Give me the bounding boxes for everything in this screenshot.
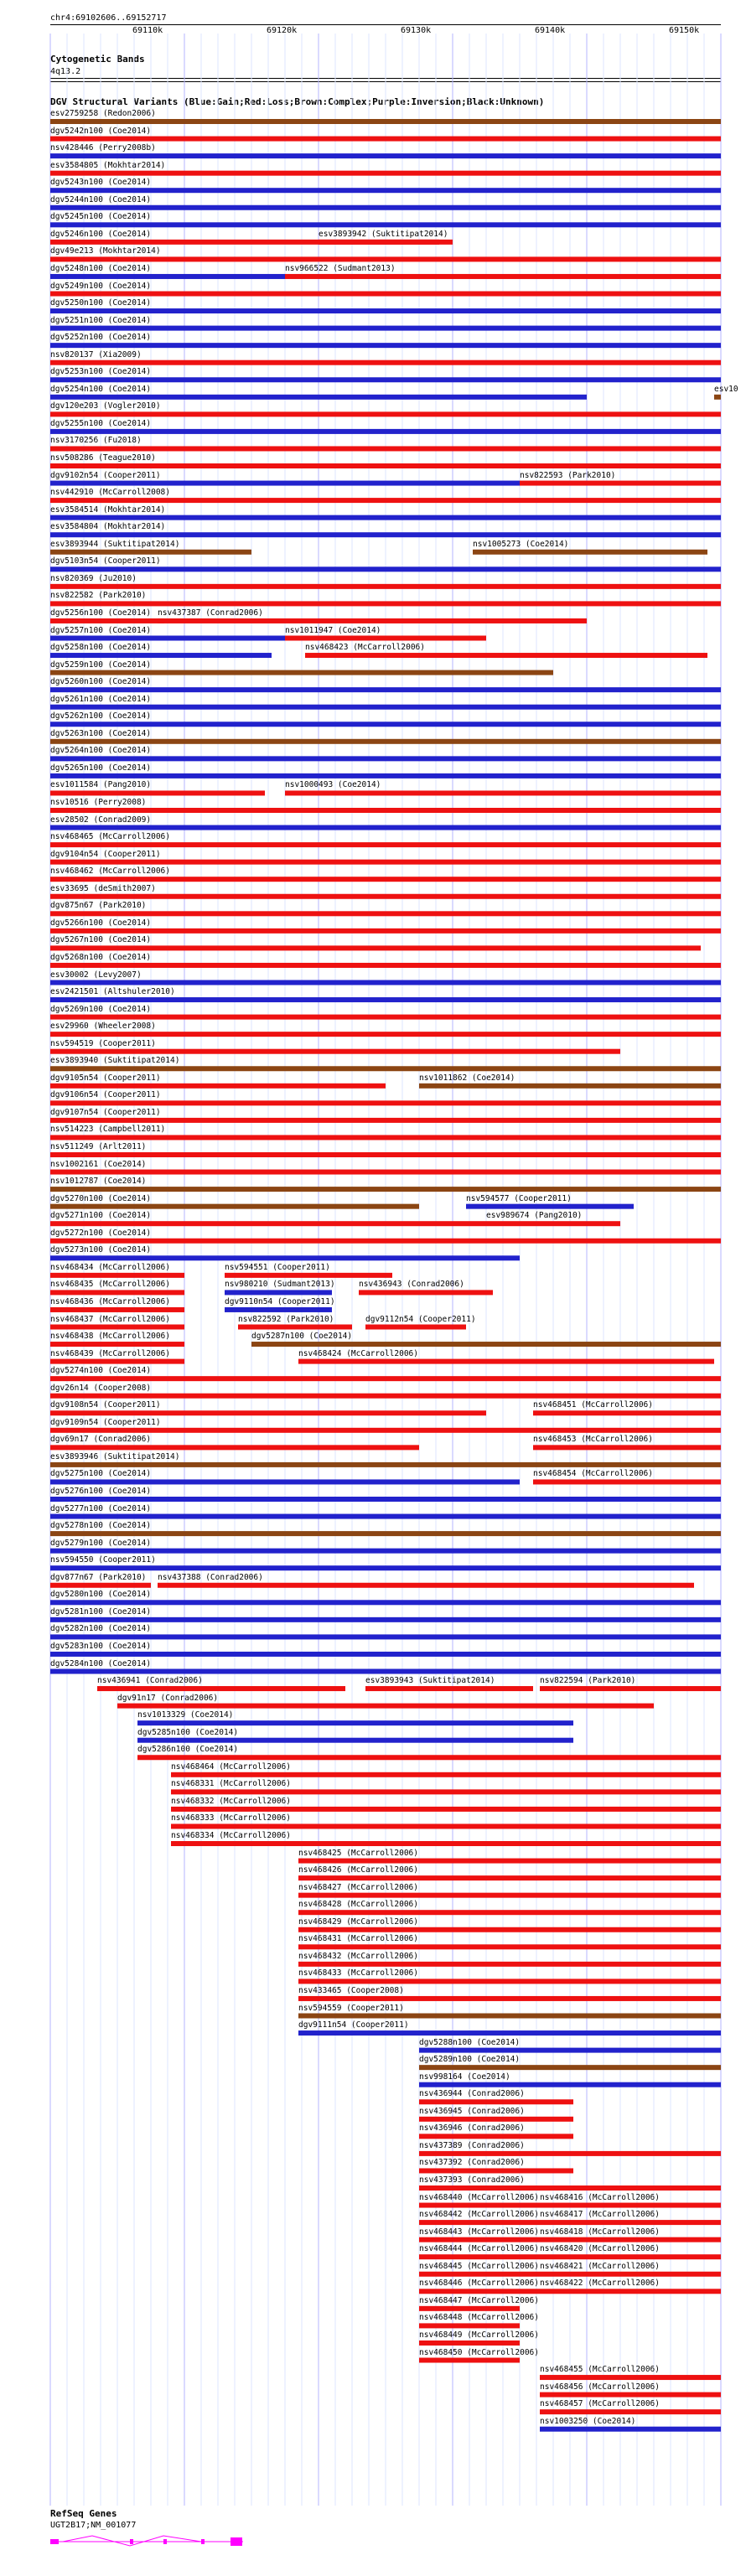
variant-label[interactable]: nsv468333 (McCarroll2006)	[171, 1813, 291, 1823]
variant-label[interactable]: nsv468442 (McCarroll2006)	[419, 2210, 539, 2220]
variant-label[interactable]: dgv5257n100 (Coe2014)	[50, 625, 152, 635]
variant-label[interactable]: nsv514223 (Campbell2011)	[50, 1125, 166, 1135]
variant-label[interactable]: nsv508286 (Teague2010)	[50, 453, 156, 463]
variant-label[interactable]: dgv9108n54 (Cooper2011)	[50, 1400, 161, 1410]
variant-label[interactable]: nsv428446 (Perry2008b)	[50, 143, 156, 153]
variant-label[interactable]: nsv468450 (McCarroll2006)	[419, 2347, 539, 2357]
variant-label[interactable]: nsv437388 (Conrad2006)	[158, 1572, 263, 1582]
variant-label[interactable]: esv3584514 (Mokhtar2014)	[50, 504, 166, 515]
variant-label[interactable]: nsv820369 (Ju2010)	[50, 573, 137, 583]
variant-label[interactable]: nsv468447 (McCarroll2006)	[419, 2295, 539, 2305]
refseq-gene-label[interactable]: UGT2B17;NM_001077	[50, 2521, 137, 2530]
variant-label[interactable]: nsv1013329 (Coe2014)	[137, 1710, 234, 1720]
variant-label[interactable]: nsv468436 (McCarroll2006)	[50, 1296, 170, 1306]
variant-label[interactable]: nsv468426 (McCarroll2006)	[298, 1865, 418, 1875]
variant-label[interactable]: nsv468424 (McCarroll2006)	[298, 1348, 418, 1358]
variant-label[interactable]: dgv5253n100 (Coe2014)	[50, 367, 152, 377]
variant-label[interactable]: nsv1003250 (Coe2014)	[540, 2416, 636, 2426]
variant-label[interactable]: dgv5288n100 (Coe2014)	[419, 2037, 521, 2047]
variant-label[interactable]: nsv468443 (McCarroll2006)	[419, 2227, 539, 2237]
variant-label[interactable]: esv1011584 (Pang2010)	[50, 780, 152, 790]
variant-label[interactable]: nsv511249 (Arlt2011)	[50, 1142, 147, 1151]
variant-label[interactable]: dgv5270n100 (Coe2014)	[50, 1193, 152, 1203]
variant-label[interactable]: dgv5286n100 (Coe2014)	[137, 1745, 239, 1755]
variant-label[interactable]: dgv49e213 (Mokhtar2014)	[50, 246, 161, 256]
variant-label[interactable]: dgv9105n54 (Cooper2011)	[50, 1073, 161, 1083]
variant-label[interactable]: nsv3170256 (Fu2018)	[50, 436, 142, 446]
variant-label[interactable]: nsv468448 (McCarroll2006)	[419, 2313, 539, 2323]
variant-label[interactable]: nsv468420 (McCarroll2006)	[540, 2244, 660, 2254]
variant-label[interactable]: nsv10516 (Perry2008)	[50, 798, 147, 807]
variant-label[interactable]: dgv5248n100 (Coe2014)	[50, 263, 152, 273]
variant-label[interactable]: dgv5269n100 (Coe2014)	[50, 1004, 152, 1014]
variant-label[interactable]: dgv5252n100 (Coe2014)	[50, 333, 152, 343]
variant-label[interactable]: dgv5260n100 (Coe2014)	[50, 677, 152, 687]
variant-label[interactable]: dgv5249n100 (Coe2014)	[50, 281, 152, 291]
variant-label[interactable]: nsv437393 (Conrad2006)	[419, 2175, 525, 2185]
variant-label[interactable]: nsv468439 (McCarroll2006)	[50, 1348, 170, 1358]
variant-label[interactable]: nsv468438 (McCarroll2006)	[50, 1332, 170, 1342]
variant-label[interactable]: dgv5246n100 (Coe2014)	[50, 229, 152, 239]
variant-label[interactable]: esv33695 (deSmith2007)	[50, 883, 156, 893]
variant-label[interactable]: nsv966522 (Sudmant2013)	[285, 263, 396, 273]
variant-label[interactable]: nsv468434 (McCarroll2006)	[50, 1262, 170, 1272]
variant-label[interactable]: nsv468422 (McCarroll2006)	[540, 2279, 660, 2289]
variant-label[interactable]: esv3893944 (Suktitipat2014)	[50, 539, 180, 549]
variant-label[interactable]: nsv468428 (McCarroll2006)	[298, 1900, 418, 1910]
cytoband-label: 4q13.2	[50, 67, 81, 76]
variant-label[interactable]: nsv468332 (McCarroll2006)	[171, 1796, 291, 1806]
variant-label[interactable]: dgv5280n100 (Coe2014)	[50, 1590, 152, 1600]
variant-label[interactable]: nsv468418 (McCarroll2006)	[540, 2227, 660, 2237]
tick-label: 69120k	[267, 26, 298, 35]
variant-label[interactable]: dgv9109n54 (Cooper2011)	[50, 1417, 161, 1427]
variant-label[interactable]: esv3893940 (Suktitipat2014)	[50, 1056, 180, 1066]
variant-label[interactable]: nsv468423 (McCarroll2006)	[305, 643, 425, 653]
variant-label[interactable]: nsv1005273 (Coe2014)	[473, 539, 569, 549]
variant-label[interactable]: dgv5255n100 (Coe2014)	[50, 418, 152, 428]
variant-label[interactable]: nsv437392 (Conrad2006)	[419, 2158, 525, 2168]
variant-label[interactable]: nsv468444 (McCarroll2006)	[419, 2244, 539, 2254]
tick-label: 69150k	[669, 26, 700, 35]
variant-label[interactable]: esv3584804 (Mokhtar2014)	[50, 522, 166, 532]
variant-label[interactable]: dgv5285n100 (Coe2014)	[137, 1727, 239, 1737]
variant-label[interactable]: dgv5242n100 (Coe2014)	[50, 126, 152, 136]
variant-label[interactable]: nsv468429 (McCarroll2006)	[298, 1916, 418, 1927]
variant-label[interactable]: nsv442910 (McCarroll2008)	[50, 488, 170, 498]
variant-label[interactable]: esv30002 (Levy2007)	[50, 970, 142, 980]
variant-label[interactable]: nsv594551 (Cooper2011)	[225, 1262, 330, 1272]
variant-label[interactable]: nsv468334 (McCarroll2006)	[171, 1831, 291, 1840]
variant-label[interactable]: esv28502 (Conrad2009)	[50, 815, 152, 825]
variant-label[interactable]: nsv468416 (McCarroll2006)	[540, 2192, 660, 2202]
variant-label[interactable]: nsv468457 (McCarroll2006)	[540, 2399, 660, 2409]
variant-label[interactable]: dgv5264n100 (Coe2014)	[50, 746, 152, 756]
variant-label[interactable]: nsv436946 (Conrad2006)	[419, 2123, 525, 2134]
variant-label[interactable]: nsv468427 (McCarroll2006)	[298, 1882, 418, 1892]
variant-label[interactable]: dgv5271n100 (Coe2014)	[50, 1211, 152, 1221]
variant-label[interactable]: nsv1002161 (Coe2014)	[50, 1159, 147, 1169]
variant-label[interactable]: dgv5243n100 (Coe2014)	[50, 178, 152, 188]
variant-label[interactable]: nsv468435 (McCarroll2006)	[50, 1280, 170, 1290]
variant-label[interactable]: nsv468464 (McCarroll2006)	[171, 1761, 291, 1772]
variant-label[interactable]: dgv875n67 (Park2010)	[50, 901, 147, 911]
variant-label[interactable]: nsv468449 (McCarroll2006)	[419, 2330, 539, 2340]
variant-label[interactable]: nsv436944 (Conrad2006)	[419, 2089, 525, 2099]
tick-label: 69110k	[132, 26, 163, 35]
variant-label[interactable]: dgv91n17 (Conrad2006)	[117, 1693, 219, 1703]
variant-label[interactable]: dgv5283n100 (Coe2014)	[50, 1641, 152, 1651]
variant-label[interactable]: nsv980210 (Sudmant2013)	[225, 1280, 335, 1290]
track-title: DGV Structural Variants (Blue:Gain;Red:Loss;Brown:Complex;Purple:Inversion;Black:Unknown)	[50, 96, 545, 107]
variant-label[interactable]: dgv5261n100 (Coe2014)	[50, 694, 152, 704]
variant-label[interactable]: dgv9104n54 (Cooper2011)	[50, 849, 161, 859]
variant-label[interactable]: dgv5258n100 (Coe2014)	[50, 643, 152, 653]
variant-label[interactable]: nsv436941 (Conrad2006)	[97, 1676, 203, 1686]
variant-label[interactable]: nsv468440 (McCarroll2006)	[419, 2192, 539, 2202]
variant-label[interactable]: dgv5273n100 (Coe2014)	[50, 1245, 152, 1255]
variant-label[interactable]: nsv468421 (McCarroll2006)	[540, 2261, 660, 2271]
variant-label[interactable]: nsv436943 (Conrad2006)	[359, 1280, 464, 1290]
variant-label[interactable]: nsv594559 (Cooper2011)	[298, 2003, 404, 2013]
variant-label[interactable]: esv3584805 (Mokhtar2014)	[50, 160, 166, 170]
variant-label[interactable]: nsv468451 (McCarroll2006)	[533, 1400, 653, 1410]
variant-label[interactable]: esv2421501 (Altshuler2010)	[50, 987, 175, 997]
variant-label[interactable]: dgv9102n54 (Cooper2011)	[50, 470, 161, 480]
variant-label[interactable]: dgv9112n54 (Cooper2011)	[365, 1314, 476, 1324]
variant-label[interactable]: nsv822592 (Park2010)	[238, 1314, 334, 1324]
variant-label[interactable]: dgv5281n100 (Coe2014)	[50, 1606, 152, 1616]
variant-label[interactable]: dgv5103n54 (Cooper2011)	[50, 556, 161, 566]
variant-label[interactable]: dgv120e203 (Vogler2010)	[50, 401, 161, 411]
variant-label[interactable]: nsv468331 (McCarroll2006)	[171, 1779, 291, 1789]
coordinate-readout: chr4:69102606..69152717	[50, 13, 167, 23]
tick-label: 69130k	[401, 26, 432, 35]
variant-label[interactable]: nsv468456 (McCarroll2006)	[540, 2382, 660, 2392]
variant-label[interactable]: dgv5289n100 (Coe2014)	[419, 2055, 521, 2065]
variant-label[interactable]: dgv9110n54 (Cooper2011)	[225, 1296, 335, 1306]
variant-label[interactable]: dgv5256n100 (Coe2014)	[50, 608, 152, 618]
variant-label[interactable]: esv3893943 (Suktitipat2014)	[365, 1676, 495, 1686]
variant-label[interactable]: nsv468432 (McCarroll2006)	[298, 1951, 418, 1961]
variant-label[interactable]: dgv5278n100 (Coe2014)	[50, 1521, 152, 1531]
variant-label[interactable]: nsv437387 (Conrad2006)	[158, 608, 263, 618]
variant-label[interactable]: dgv5282n100 (Coe2014)	[50, 1624, 152, 1634]
variant-label[interactable]: dgv9107n54 (Cooper2011)	[50, 1107, 161, 1117]
variant-label[interactable]: dgv5284n100 (Coe2014)	[50, 1658, 152, 1668]
variant-label[interactable]: nsv468446 (McCarroll2006)	[419, 2279, 539, 2289]
variant-label[interactable]: nsv468417 (McCarroll2006)	[540, 2210, 660, 2220]
variant-label[interactable]: nsv822593 (Park2010)	[520, 470, 616, 480]
variant-label[interactable]: dgv5272n100 (Coe2014)	[50, 1228, 152, 1238]
variant-label[interactable]: nsv433465 (Cooper2008)	[298, 1985, 404, 1995]
variant-label[interactable]: dgv5254n100 (Coe2014)	[50, 384, 152, 394]
variant-label[interactable]: dgv5266n100 (Coe2014)	[50, 918, 152, 928]
variant-label[interactable]: dgv5277n100 (Coe2014)	[50, 1503, 152, 1513]
variant-label[interactable]: nsv594519 (Cooper2011)	[50, 1038, 156, 1048]
variant-label[interactable]: nsv468453 (McCarroll2006)	[533, 1435, 653, 1445]
variant-label[interactable]: nsv820137 (Xia2009)	[50, 349, 142, 360]
variant-label[interactable]: esv3893946 (Suktitipat2014)	[50, 1451, 180, 1461]
variant-label[interactable]: nsv998164 (Coe2014)	[419, 2072, 510, 2082]
variant-label[interactable]: esv3893942 (Suktitipat2014)	[319, 229, 448, 239]
variant-label[interactable]: nsv1011862 (Coe2014)	[419, 1073, 515, 1083]
variant-label[interactable]: esv2759258 (Redon2006)	[50, 109, 156, 118]
variant-label[interactable]: dgv69n17 (Conrad2006)	[50, 1435, 152, 1445]
variant-label[interactable]: dgv5287n100 (Coe2014)	[251, 1332, 353, 1342]
variant-label[interactable]: dgv5265n100 (Coe2014)	[50, 763, 152, 773]
variant-label[interactable]: nsv1012787 (Coe2014)	[50, 1177, 147, 1187]
variant-label[interactable]: dgv26n14 (Cooper2008)	[50, 1383, 152, 1393]
variant-label[interactable]: nsv594577 (Cooper2011)	[466, 1193, 572, 1203]
variant-label[interactable]: nsv468454 (McCarroll2006)	[533, 1469, 653, 1479]
variant-label[interactable]: dgv5267n100 (Coe2014)	[50, 935, 152, 945]
variant-label[interactable]: dgv5245n100 (Coe2014)	[50, 212, 152, 222]
variant-label[interactable]: nsv1000493 (Coe2014)	[285, 780, 381, 790]
variant-label[interactable]: nsv436945 (Conrad2006)	[419, 2106, 525, 2116]
variant-label[interactable]: nsv822594 (Park2010)	[540, 1676, 636, 1686]
variant-label[interactable]: dgv5279n100 (Coe2014)	[50, 1538, 152, 1548]
variant-label[interactable]: nsv468433 (McCarroll2006)	[298, 1968, 418, 1979]
variant-label[interactable]: dgv5274n100 (Coe2014)	[50, 1366, 152, 1376]
variant-label[interactable]: esv10	[714, 384, 738, 394]
variant-label[interactable]: dgv5251n100 (Coe2014)	[50, 315, 152, 325]
variant-label[interactable]: dgv5275n100 (Coe2014)	[50, 1469, 152, 1479]
variant-label[interactable]: dgv877n67 (Park2010)	[50, 1572, 147, 1582]
variant-label[interactable]: dgv5268n100 (Coe2014)	[50, 952, 152, 962]
variant-label[interactable]: nsv468445 (McCarroll2006)	[419, 2261, 539, 2271]
variant-label[interactable]: dgv9111n54 (Cooper2011)	[298, 2020, 409, 2030]
variant-label[interactable]: dgv5250n100 (Coe2014)	[50, 298, 152, 308]
variant-label[interactable]: dgv5259n100 (Coe2014)	[50, 660, 152, 670]
variant-label[interactable]: nsv1011947 (Coe2014)	[285, 625, 381, 635]
variant-label[interactable]: dgv9106n54 (Cooper2011)	[50, 1090, 161, 1100]
variant-label[interactable]: nsv468425 (McCarroll2006)	[298, 1848, 418, 1858]
cytoband-title: Cytogenetic Bands	[50, 54, 145, 65]
variant-label[interactable]: nsv822582 (Park2010)	[50, 591, 147, 601]
variant-label[interactable]: dgv5262n100 (Coe2014)	[50, 711, 152, 722]
tick-label: 69140k	[535, 26, 566, 35]
variant-label[interactable]: dgv5276n100 (Coe2014)	[50, 1487, 152, 1496]
variant-label[interactable]: esv989674 (Pang2010)	[486, 1211, 583, 1221]
variant-label[interactable]: nsv594550 (Cooper2011)	[50, 1555, 156, 1565]
variant-label[interactable]: esv29960 (Wheeler2008)	[50, 1022, 156, 1032]
variant-label[interactable]: dgv5263n100 (Coe2014)	[50, 728, 152, 738]
variant-label[interactable]: nsv468465 (McCarroll2006)	[50, 832, 170, 842]
refseq-title: RefSeq Genes	[50, 2508, 117, 2519]
variant-label[interactable]: nsv468437 (McCarroll2006)	[50, 1314, 170, 1324]
variant-label[interactable]: nsv468431 (McCarroll2006)	[298, 1934, 418, 1944]
variant-label[interactable]: dgv5244n100 (Coe2014)	[50, 194, 152, 204]
variant-label[interactable]: nsv437389 (Conrad2006)	[419, 2140, 525, 2150]
variant-label[interactable]: nsv468455 (McCarroll2006)	[540, 2365, 660, 2375]
variant-label[interactable]: nsv468462 (McCarroll2006)	[50, 866, 170, 877]
